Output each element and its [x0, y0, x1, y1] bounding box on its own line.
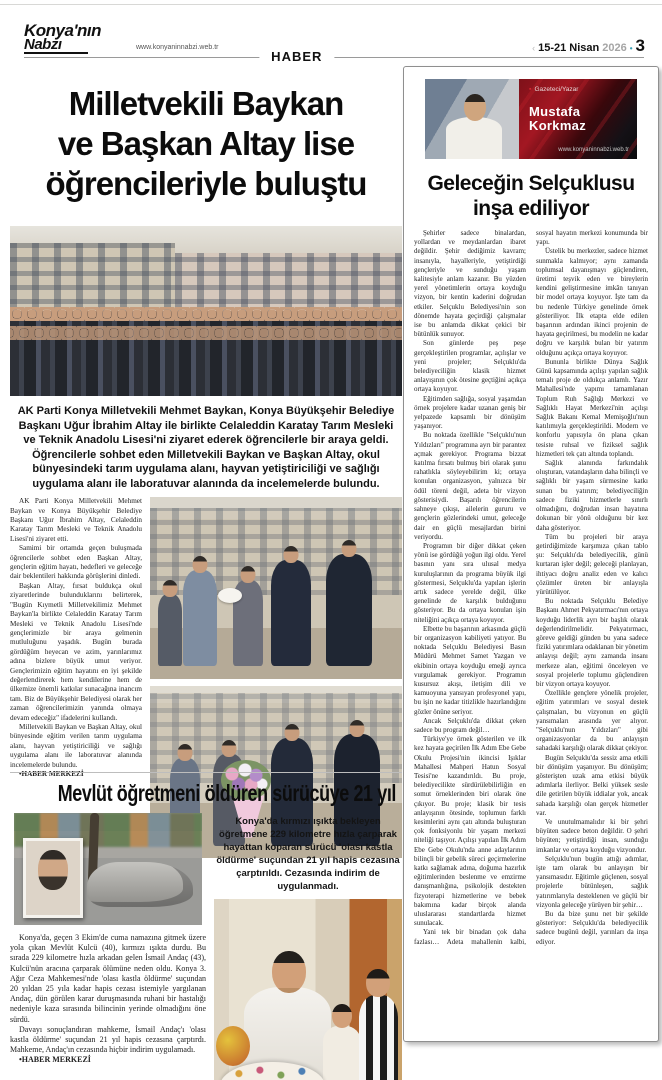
- article1-photo-rabbit: [150, 497, 402, 679]
- column-body: [414, 229, 648, 1021]
- paragraph: Bu da bize şunu net bir şekilde gösteriyor: Selçuklu'da belediyecilik sadece bugünü değil, yarınları da inşa ediyor.: [536, 910, 648, 946]
- father-head: [272, 951, 306, 993]
- colorful-toy: [216, 1026, 250, 1066]
- author-head: [464, 94, 486, 121]
- paragraph: Samimi bir ortamda geçen buluşmada öğrencilerle sohbet eden Başkan Altay, gençlerin eğitim hayatı, hedefleri ve geleceğe dair beklentileri hakkında görüşlerini dinledi.: [10, 544, 142, 581]
- author-name: Mustafa Korkmaz: [529, 104, 587, 133]
- white-rabbit: [218, 588, 242, 603]
- headline-line: Milletvekili Baykan: [68, 85, 344, 123]
- author-box: [425, 79, 637, 159]
- issue-date: [532, 36, 644, 56]
- author-torso: [446, 117, 502, 159]
- crowd-heads: [10, 307, 402, 321]
- article1-lead: AK Parti Konya Milletvekili Mehmet Baykan, Konya Büyükşehir Belediye Başkanı Uğur İbrahim Altay ile birlikte Celaleddin Karatay Tarım Mesleki ve Teknik Anadolu Lisesi'ni ziyaret ederek öğrencilerle bir araya geldi. Öğrencilerle sohbet eden Milletvekili Baykan ve Başkan Altay, okul bünyesindeki tarım uygulama alanı, hayvan yetiştiriciliği ve sağlığı uygulama alanı ile laboratuvar alanında da incelemelerde bulundu.: [17, 405, 395, 490]
- paragraph: Programın bir diğer dikkat çeken yönü ise gördüğü yoğun ilgi oldu. Yerel basının yanı sıra ulusal medya kuruluşlarının da programa büyük ilgi göstermesi, Selçuklu'da yapılan işlerin artık sadece yerelde değil, ülke genelinde de karşılık bulduğunu gösteriyor. Bu da ortaya konulan işin niteliğini açıkça ortaya koyuyor.: [414, 541, 526, 624]
- headline-line: öğrencileriyle buluştu: [45, 165, 367, 203]
- author-banner: [519, 79, 637, 159]
- paragraph: Bununla birlikte Dünya Sağlık Günü kapsamında açılışı yapılan sağlık temalı proje de oldukça anlamlı. Yazır Mahallesi'nde yapımı tamamlanan Toplum Ruh Sağlığı Merkezi ve Sağlıklı Hayat Merkezi'nin açılışı Sağlık Bakanı Kemal Memişoğlu'nun katılımıyla gerçekleştirildi. Modern ve konforlu yapısıyla ön plana çıkan tesiste ruhsal ve fiziksel sağlık hizmetleri tek çatı altında toplandı.: [536, 357, 648, 458]
- article2-headline: Mevlüt öğretmeni öldüren sürücüye 21 yıl: [57, 780, 397, 806]
- student-figure: [183, 570, 217, 666]
- child-figure: [359, 995, 398, 1080]
- masthead-rule: [24, 49, 644, 64]
- date-year: 2026: [602, 42, 627, 54]
- paragraph: Bu noktada Selçuklu Belediye Başkanı Ahmet Pekyatırmacı'nın ortaya koyduğu liderlik ayrı bir başlık olarak değerlendirilmelidir. Pekyatırmacı, göreve geldiği günden bu yana sadece fiziki yatırımlara odaklanan bir yönetim anlayışı değil; aynı zamanda insanı merkeze alan, eğitimi önceleyen ve sosyal projelerle toplumu güçlendiren bir vizyon ortaya koyuyor.: [536, 597, 648, 688]
- article2-right-column: [214, 813, 402, 1080]
- official-figure: [326, 554, 372, 666]
- paragraph: Son günlerde peş peşe gerçekleştirilen programlar, açılışlar ve yeni projeler; Selçuklu'da belediyeciliğin klasik hizmet anlayışının çok ötesine geçtiğini açıkça ortaya koyuyor.: [414, 339, 526, 394]
- child-figure: [323, 1026, 361, 1080]
- page-number: 3: [635, 36, 644, 55]
- person-figure: [158, 594, 182, 666]
- paragraph: Selçuklu'nun bugün attığı adımlar, işte tam olarak bu anlayışın bir yansımasıdır. Eğitimle güçlenen, sosyal projelerle bütünleşen, sağlık yatırımlarıyla desteklenen ve güçlü bir vizyonla geleceğe yürüyen bir şehir…: [536, 854, 648, 909]
- paragraph: Bugün Selçuklu'da sessiz ama etkili bir dönüşüm yaşanıyor. Bu dönüşüm; gösterişten uzak ama etkisi büyük adımlarla ilerliyor. Belki yüksek sesle dile getirilen büyük iddialar yok, ancak sahada karşılığı olan gerçek hizmetler var.: [536, 753, 648, 817]
- paragraph: AK Parti Konya Milletvekili Mehmet Baykan ve Konya Büyükşehir Belediye Başkanı Uğur İbrahim Altay, Celaleddin Karatay Tarım Mesleki ve Teknik Anadolu Lisesi'ni ziyaret etti.: [10, 497, 142, 543]
- victim-portrait: [23, 838, 83, 918]
- paragraph: Şehirler sadece binalardan, yollardan ve meydanlardan ibaret değildir. Şehir dediğimiz kavram; insanıyla, hayalleriyle, yetiştirdiği gençleriyle ve sunduğu yaşam kalitesiyle anlam kazanır. Bu yüzden yerel yönetimlerin ortaya koyduğu vizyon, bir kentin kaderini doğrudan etkiler. Selçuklu Belediyesi'nin son dönemde hayata geçirdiği çalışmalar ise bu anlamda dikkat çekici bir bütünlük sunuyor.: [414, 229, 526, 339]
- paragraph: Yani tek bir binadan çok daha fazlası… Adeta mahallenin kalbi, sosyal hayatın merkezi konumunda bir yapı.: [414, 229, 648, 946]
- paragraph: Türkiye'ye örnek gösterilen ve ilk kez hayata geçirilen İlk Adım Ebe Gebe Okulu Projesi'nin ikincisi Işıklar Mahallesi Mahperi Hatun Sosyal Tesisi'ne kazandırıldı. Bu proje, belediyecilikte sürdürülebilirliğin en somut örneklerinden biri olarak öne çıkıyor. Bu proje; klasik bir tesis anlayışının ötesinde, toplumun farklı kesimlerini aynı çatı altında buluşturan çok fonksiyonlu bir yaşam merkezi niteliği taşıyor. Açılışı yapılan İlk Adım Ebe Gebe Okulu'nda anne adaylarının bilinçli bir gebelik süreci geçirmelerine katkı sağlamak adına, doğuma hazırlık eğitimlerinden beslenme ve emzirme danışmanlığına, psikolojik destekten fizyoterapi hizmetlerine ve bebek bakımına kadar birçok alanda uluslararası standartlarda hizmet sunulacak.: [414, 735, 526, 928]
- article2-left-column: [10, 813, 206, 1080]
- author-photo: [425, 79, 519, 159]
- paragraph: •HABER MERKEZİ: [19, 770, 84, 778]
- student-crowd: [10, 311, 402, 396]
- logo-line1: Konya'nın: [24, 21, 101, 40]
- author-role: ▪ Gazeteci/Yazar: [529, 86, 579, 93]
- paragraph: Sağlık alanında farkındalık oluşturan, vatandaşların daha bilinçli ve sağlıklı bir yaşam sürmesine katkı sunan bu yatırım; belediyeciliğin sadece fiziki hizmetlerle sınırlı olmadığını, doğrudan insan hayatına dokunan bir yönü olduğunu bir kez daha gösteriyor.: [536, 459, 648, 532]
- newspaper-logo: [24, 21, 120, 54]
- article-1: [10, 62, 402, 889]
- article2-photo-crash: [14, 813, 202, 925]
- child-head: [332, 1004, 352, 1028]
- paragraph: Tüm bu projeleri bir araya getirdiğimizde karşımıza çıkan tablo şu: Selçuklu'da belediyecilik, günü kurtaran işler değil; geleceği planlayan, ihtiyacı doğru analiz eden ve kalıcı çözümler üreten bir anlayışla yürütülüyor.: [536, 532, 648, 596]
- paragraph: Ve unutulmamalıdır ki bir şehri büyüten sadece beton değildir. O şehri büyüten; yetiştirdiği insan, sunduğu imkanlar ve ortaya koyduğu vizyondur.: [536, 818, 648, 854]
- date-arrow-icon: ‹: [532, 43, 536, 53]
- paragraph: Elbette bu başarının arkasında güçlü bir organizasyon kabiliyeti yatıyor. Bu noktada Selçuklu Belediyesi Basın Müdürü Mehmet Samet Yazgan ve ekibinin ortaya koyduğu emeği ayrıca vurgulamak gerekiyor. Programın kusursuz akışı, iletişim dili ve kamuoyuna yansıyan profesyonel yapı, bu işin ne kadar titizlikle hazırlandığını gözler önüne seriyor.: [414, 624, 526, 716]
- paragraph: Özellikle gençlere yönelik projeler, eğitim yatırımları ve sosyal destek çalışmaları, bu vizyonun en güçlü yansımaları arasında yer alıyor. "Selçuklu'nun Yıldızları" gibi organizasyonlar da bu anlayışın sahadaki karşılığı olarak dikkat çekiyor.: [536, 689, 648, 753]
- paragraph: Üstelik bu merkezler, sadece hizmet sunmakla kalmıyor; aynı zamanda toplumsal dayanışmayı güçlendiren, üretimi teşvik eden ve bireylerin kendini geliştirmesine imkân tanıyan bir model ortaya koyuyor. İşte tam da bu nedenle Türkiye genelinde örnek gösteriliyor. İlk etapta elde edilen başarının ardından ikinci projenin de hayata geçirilmesi, bu modelin ne kadar doğru ve karşılık bulan bir yatırım olduğunu açıkça ortaya koyuyor.: [536, 247, 648, 357]
- child-head: [366, 969, 390, 997]
- crowd-heads: [10, 326, 402, 340]
- paragraph: Başkan Altay, fırsat buldukça okul ziyaretlerinde bulunduklarını belirterek, "Bugün Kıymetli Milletvekilimiz Mehmet Baykan'la birlikte Celaleddin Karatay Tarım Mesleki ve Teknik Anadolu Lisesi'nde gençlerimizle bir araya gelmenin mutluluğunu yaşadık. Bugün burada gördüğüm heyecan ve azim, yarınlarımız adına bizlere büyük umut veriyor. Gençlerimizin eğitim hayatını en iyi şekilde değerlendirerek hem kendilerine hem de ülkemize önemli katkılar sunacağına inancım tam. Biz de Büyükşehir Belediyesi olarak her zaman öğrencilerimizin yanında olmaya devam edeceğiz" ifadelerini kullandı.: [10, 581, 142, 722]
- paragraph: Milletvekili Baykan ve Başkan Altay, okul bünyesinde eğitim verilen tarım uygulama alanı, hayvan yetiştiriciliği ve sağlığı uygulama alanı ile laboratuvar alanında incelemelerde bulundu.: [10, 722, 142, 769]
- paragraph: •HABER MERKEZİ: [19, 1055, 91, 1065]
- article2-lead: Konya'da kırmızı ışıkta bekleyen öğretmene 229 kilometre hızla çarparak hayattan koparan sürücü 'olası kastla öldürme' suçundan 21 yıl hapis cezasına çarptırıldı. Cezasında indirim de uygulanmadı.: [216, 816, 400, 892]
- author-website: www.konyaninnabzi.web.tr: [558, 147, 629, 153]
- wrecked-car: [87, 862, 192, 907]
- date-range: 15-21 Nisan: [538, 42, 600, 54]
- paragraph: Konya'da, geçen 3 Ekim'de cuma namazına gitmek üzere yola çıkan Mevlüt Kulcü (40), kırmızı ışıkta durdu. Bu sırada 229 kilometre hızla arkadan gelen İsmail Andaç (43), Kulcü'nün aracına çarparak ölümüne neden oldu. Konya 3. Ağır Ceza Mahkemesi'nde 'olası kastla öldürme' suçundan 20 yıldan 25 yıla kadar hapis cezası istemiyle yargılanan Andaç, dün görülen karar duruşmasında ruhani bir hastalığı nedeniyle kaza sırasında bilincinin yerinde olmadığını öne sürdü.: [10, 933, 206, 1024]
- victim-face: [38, 850, 68, 890]
- section-label: HABER: [259, 49, 334, 64]
- article-divider: [10, 772, 402, 773]
- paragraph: Ancak Selçuklu'da dikkat çeken sadece bu program değil…: [414, 716, 526, 734]
- logo-line2: Nabzı: [24, 38, 88, 54]
- article2-photo-family: [214, 899, 402, 1080]
- official-figure: [271, 560, 311, 666]
- column-title: Geleceğin Selçuklusu inşa ediliyor: [427, 172, 635, 220]
- article-2: [10, 780, 402, 1080]
- child-body: [323, 1026, 361, 1080]
- headline-line: ve Başkan Altay lise: [57, 125, 355, 163]
- bullet-icon: ▪: [529, 86, 532, 93]
- paragraph: Bu noktada özellikle "Selçuklu'nun Yıldızları" programına ayrı bir parantez açmak gerekiyor. Programa bizzat katılma fırsatı bulmuş biri olarak şunu rahatlıkla söyleyebilirim ki; ortaya konulan organizasyon, yalnızca bir ödül töreni değil, adeta bir vizyon gösterisiydi. Başarılı öğrencilerin sahneye çıkışı, ailelerin gururu ve gençlerin gözlerindeki umut, geleceğe dair en güçlü mesajlardan birini veriyordu.: [414, 431, 526, 541]
- masthead-website: www.konyaninnabzi.web.tr: [136, 44, 219, 51]
- opinion-column: [403, 66, 659, 1042]
- article2-body: [10, 933, 206, 1080]
- date-dot-icon: •: [629, 44, 633, 53]
- article1-headline: [10, 84, 402, 204]
- article2-columns: [10, 813, 402, 1080]
- paragraph: Eğitimden sağlığa, sosyal yaşamdan örnek projelere kadar uzanan geniş bir yelpazede kapsamlı bir dönüşüm yaşanıyor.: [414, 394, 526, 431]
- top-rule: [0, 4, 662, 5]
- paragraph: Davayı sonuçlandıran mahkeme, İsmail Andaç'ı 'olası kastla öldürme' suçundan 21 yıl hapis cezasına çarptırdı. Mahkeme, Andaç'ın cezasında hiçbir indirim uygulamadı.: [10, 1024, 206, 1055]
- child-body-striped-jersey: [359, 995, 398, 1080]
- article1-photo-main: [10, 226, 402, 396]
